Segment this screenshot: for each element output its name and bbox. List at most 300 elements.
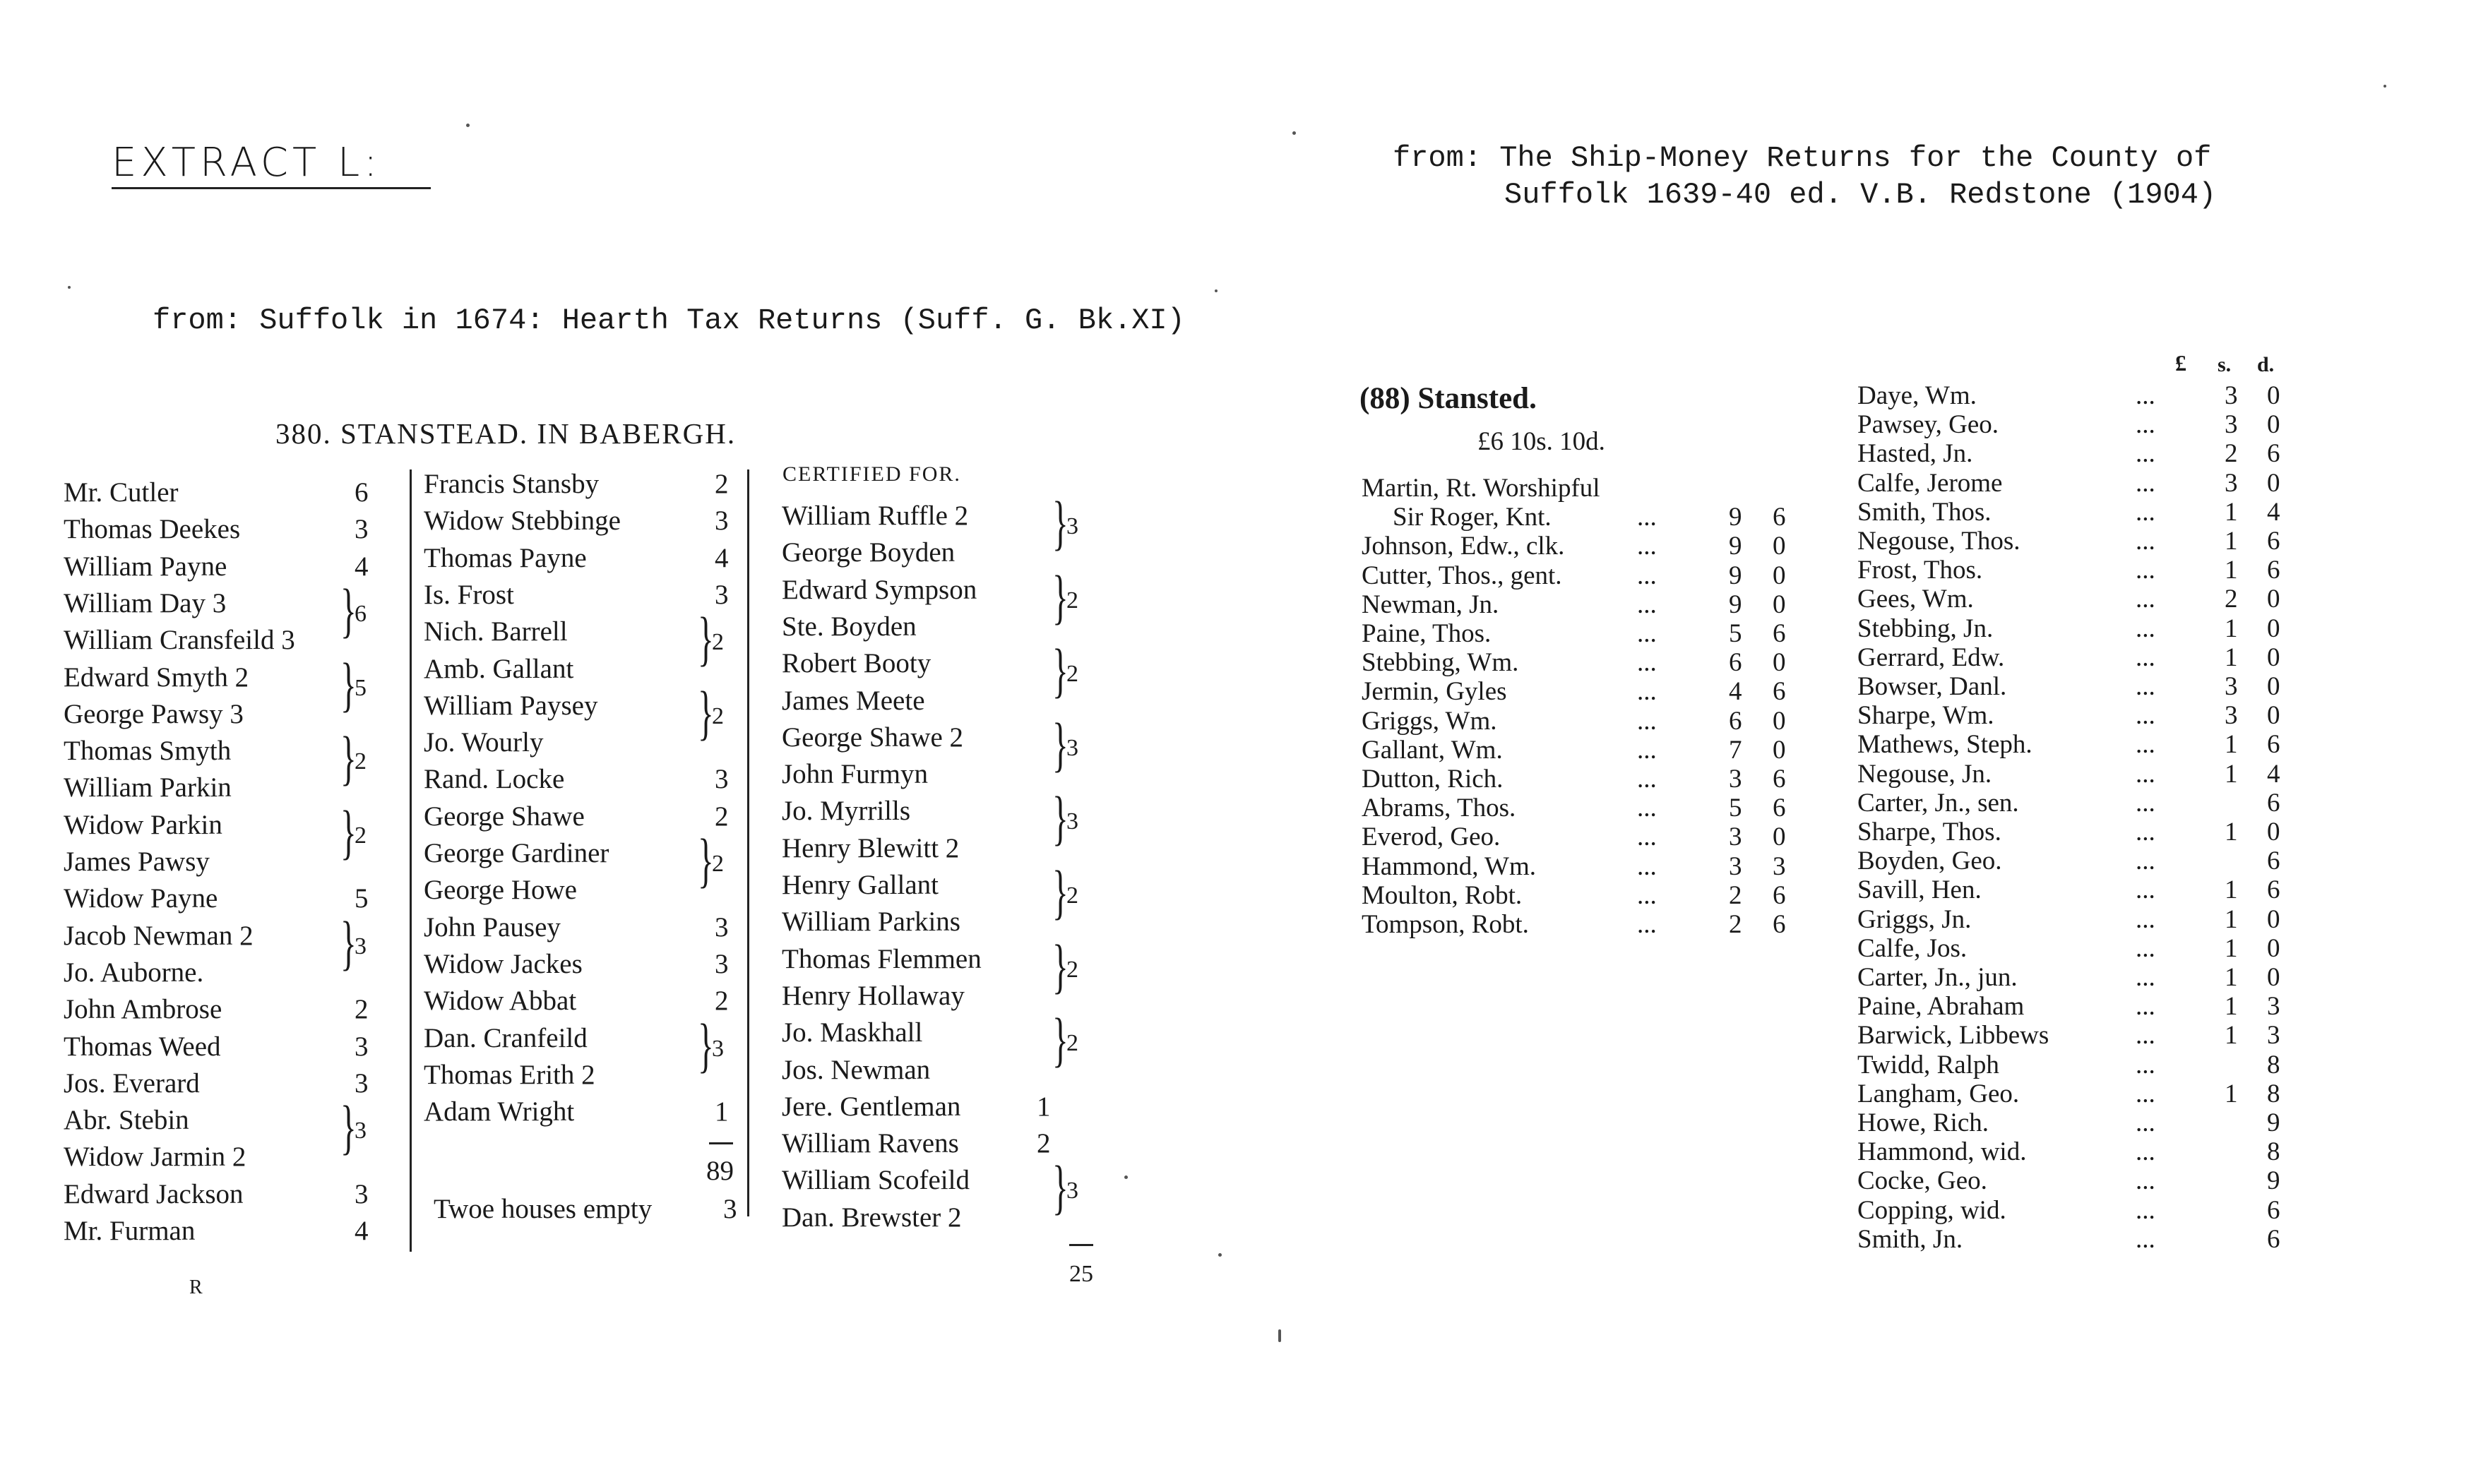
shillings-value: 1 — [2225, 963, 2238, 992]
leader-dots: ... — [2136, 381, 2155, 410]
household-name: George Howe — [424, 875, 577, 905]
shillings-value: 1 — [2225, 760, 2238, 789]
household-name: Thomas Erith 2 — [424, 1060, 595, 1090]
payer-name: Paine, Thos. — [1362, 619, 1492, 648]
hearth-count: 3 — [355, 1031, 369, 1062]
household-name: Widow Parkin — [64, 810, 222, 840]
pence-value: 8 — [2267, 1079, 2280, 1108]
payer-name: Hammond, wid. — [1857, 1137, 2027, 1166]
pence-value: 0 — [1773, 590, 1786, 619]
household-name: John Pausey — [424, 912, 561, 943]
shillings-value: 1 — [2225, 934, 2238, 963]
leader-dots: ... — [2136, 760, 2155, 789]
scan-speck — [1215, 289, 1218, 292]
household-name: William Day 3 — [64, 588, 227, 618]
leader-dots: ... — [2136, 1137, 2155, 1166]
leader-dots: ... — [2136, 439, 2155, 468]
household-name: Thomas Deekes — [64, 514, 241, 544]
hearth-count: 3 — [715, 912, 729, 943]
pence-value: 0 — [2267, 818, 2280, 846]
pence-value: 0 — [2267, 614, 2280, 643]
column-rule-2 — [747, 469, 749, 1216]
pence-value: 0 — [2267, 643, 2280, 672]
leader-dots: ... — [1637, 881, 1657, 910]
pence-value: 0 — [2267, 381, 2280, 410]
empty-houses-label: Twoe houses empty — [434, 1194, 653, 1224]
household-name: Henry Blewitt 2 — [782, 833, 960, 863]
payer-name: Pawsey, Geo. — [1857, 410, 1999, 439]
scan-speck — [1124, 1175, 1128, 1179]
payer-name: Savill, Hen. — [1857, 875, 1982, 904]
household-name: Edward Smyth 2 — [64, 662, 249, 693]
shillings-value: 1 — [2225, 905, 2238, 934]
household-name: Thomas Smyth — [64, 736, 232, 766]
leader-dots: ... — [1637, 822, 1657, 851]
hearth-title: 380. STANSTEAD. IN BABERGH. — [275, 417, 737, 450]
leader-dots: ... — [2136, 672, 2155, 701]
grouping-brace: } — [1052, 1005, 1069, 1073]
household-name: Francis Stansby — [424, 469, 600, 499]
payer-name: Bowser, Danl. — [1857, 672, 2007, 701]
shillings-value: 1 — [2225, 1021, 2238, 1050]
payer-name: Boyden, Geo. — [1857, 846, 2002, 875]
leader-dots: ... — [2136, 789, 2155, 818]
household-name: Edward Sympson — [782, 575, 977, 605]
payer-name: Sir Roger, Knt. — [1393, 503, 1552, 532]
payer-name: Barwick, Libbews — [1857, 1021, 2049, 1050]
pence-value: 0 — [2267, 585, 2280, 614]
hearth-count: 3 — [715, 949, 729, 979]
pence-value: 0 — [2267, 410, 2280, 439]
grouping-brace: } — [698, 826, 714, 894]
household-name: Widow Jarmin 2 — [64, 1142, 246, 1172]
shillings-value: 4 — [1729, 677, 1742, 706]
household-name: Thomas Flemmen — [782, 944, 982, 974]
payer-name: Carter, Jn., sen. — [1857, 789, 2019, 818]
payer-name: Negouse, Jn. — [1857, 760, 1992, 789]
household-name: George Pawsy 3 — [64, 699, 244, 729]
payer-name: Mathews, Steph. — [1857, 730, 2032, 759]
brace-count: 2 — [1066, 587, 1078, 614]
payer-name: Griggs, Jn. — [1857, 905, 1972, 934]
leader-dots: ... — [2136, 1021, 2155, 1050]
household-name: Rand. Locke — [424, 764, 565, 794]
col2-total: 89 — [706, 1156, 734, 1186]
leader-dots: ... — [1637, 852, 1657, 881]
shillings-value: 6 — [1729, 707, 1742, 736]
payer-name: Newman, Jn. — [1362, 590, 1499, 619]
pence-value: 0 — [2267, 469, 2280, 498]
pence-value: 3 — [2267, 992, 2280, 1021]
household-name: Jos. Everard — [64, 1068, 200, 1099]
leader-dots: ... — [1637, 561, 1657, 590]
col3-total-rule — [1069, 1244, 1093, 1246]
pence-value: 9 — [2267, 1166, 2280, 1195]
ship-amount: £6 10s. 10d. — [1477, 427, 1605, 456]
household-name: Widow Payne — [64, 883, 218, 914]
shillings-value: 9 — [1729, 532, 1742, 561]
grouping-brace: } — [1052, 563, 1069, 630]
household-name: Mr. Furman — [64, 1216, 196, 1246]
leader-dots: ... — [2136, 585, 2155, 614]
grouping-brace: } — [698, 678, 714, 746]
shillings-value: 1 — [2225, 498, 2238, 527]
payer-name: Jermin, Gyles — [1362, 677, 1507, 706]
brace-count: 3 — [1066, 735, 1078, 761]
leader-dots: ... — [2136, 556, 2155, 585]
payer-name: Smith, Thos. — [1857, 498, 1992, 527]
payer-name: Carter, Jn., jun. — [1857, 963, 2018, 992]
pence-value: 0 — [2267, 905, 2280, 934]
grouping-brace: } — [340, 1093, 357, 1161]
payer-name: Sharpe, Wm. — [1857, 701, 1994, 730]
pence-value: 0 — [2267, 701, 2280, 730]
household-name: William Paysey — [424, 690, 598, 721]
payer-name: Gallant, Wm. — [1362, 736, 1503, 765]
leader-dots: ... — [2136, 1166, 2155, 1195]
pence-value: 4 — [2267, 498, 2280, 527]
payer-name: Cutter, Thos., gent. — [1362, 561, 1562, 590]
brace-count: 2 — [1066, 957, 1078, 983]
brace-count: 3 — [1066, 808, 1078, 834]
pence-value: 6 — [1773, 619, 1786, 648]
grouping-brace: } — [340, 576, 357, 644]
pence-value: 0 — [1773, 532, 1786, 561]
payer-name: Hammond, Wm. — [1362, 852, 1536, 881]
leader-dots: ... — [1637, 794, 1657, 822]
pence-value: 6 — [2267, 439, 2280, 468]
column-rule-1 — [410, 469, 412, 1252]
payer-name: Gees, Wm. — [1857, 585, 1974, 614]
pence-value: 0 — [2267, 672, 2280, 701]
shillings-value: 1 — [2225, 875, 2238, 904]
payer-name: Copping, wid. — [1857, 1196, 2006, 1225]
household-name: Henry Hollaway — [782, 981, 965, 1011]
household-name: Nich. Barrell — [424, 616, 568, 647]
brace-count: 3 — [712, 1036, 724, 1062]
hearth-count: 2 — [715, 469, 729, 499]
leader-dots: ... — [1637, 503, 1657, 532]
shillings-value: 2 — [1729, 910, 1742, 939]
shillings-value: 3 — [2225, 381, 2238, 410]
leader-dots: ... — [2136, 410, 2155, 439]
empty-houses-count: 3 — [723, 1194, 737, 1224]
leader-dots: ... — [2136, 498, 2155, 527]
grouping-brace: } — [1052, 636, 1069, 704]
grouping-brace: } — [698, 604, 714, 672]
household-name: Henry Gallant — [782, 870, 939, 900]
extract-heading: EXTRACT L: — [112, 140, 382, 186]
shillings-value: 2 — [2225, 585, 2238, 614]
hearth-count: 2 — [715, 801, 729, 832]
pence-value: 6 — [1773, 794, 1786, 822]
household-name: Dan. Brewster 2 — [782, 1202, 962, 1233]
scan-speck — [68, 286, 71, 289]
hearth-count: 5 — [355, 883, 369, 914]
household-name: Jos. Newman — [782, 1055, 931, 1085]
payer-name: Hasted, Jn. — [1857, 439, 1973, 468]
hearth-count: 3 — [715, 505, 729, 536]
pence-value: 6 — [2267, 556, 2280, 585]
leader-dots: ... — [1637, 765, 1657, 794]
leader-dots: ... — [2136, 963, 2155, 992]
leader-dots: ... — [2136, 1108, 2155, 1137]
pence-value: 0 — [1773, 648, 1786, 677]
household-name: Amb. Gallant — [424, 654, 574, 684]
household-name: Jo. Auborne. — [64, 957, 204, 988]
shillings-value: 9 — [1729, 561, 1742, 590]
household-name: William Ruffle 2 — [782, 501, 969, 531]
hearth-count: 1 — [1037, 1091, 1051, 1122]
payer-name: Dutton, Rich. — [1362, 765, 1504, 794]
pence-value: 8 — [2267, 1137, 2280, 1166]
household-name: Jo. Maskhall — [782, 1017, 923, 1048]
payer-name: Smith, Jn. — [1857, 1225, 1963, 1254]
hearth-count: 1 — [715, 1096, 729, 1127]
scan-speck — [1278, 1329, 1281, 1342]
certified-heading: CERTIFIED FOR. — [782, 462, 961, 486]
pence-value: 6 — [1773, 910, 1786, 939]
ship-title: (88) Stansted. — [1359, 382, 1537, 415]
household-name: Mr. Cutler — [64, 477, 179, 508]
payer-name: Negouse, Thos. — [1857, 527, 2020, 556]
household-name: James Pawsy — [64, 846, 210, 877]
shillings-value: 3 — [2225, 410, 2238, 439]
shillings-value: 3 — [1729, 765, 1742, 794]
brace-count: 3 — [355, 933, 367, 959]
household-name: George Boyden — [782, 537, 956, 568]
header-pounds: £ — [2175, 350, 2186, 376]
brace-count: 2 — [1066, 882, 1078, 909]
shillings-value: 6 — [1729, 648, 1742, 677]
household-name: William Ravens — [782, 1128, 959, 1159]
payer-name: Calfe, Jos. — [1857, 934, 1968, 963]
hearth-count: 3 — [355, 1068, 369, 1099]
shillings-value: 5 — [1729, 794, 1742, 822]
pence-value: 6 — [1773, 765, 1786, 794]
pence-value: 6 — [1773, 503, 1786, 532]
household-name: Edward Jackson — [64, 1179, 244, 1209]
header-pence: d. — [2257, 353, 2275, 376]
hearth-count: 3 — [355, 514, 369, 544]
pence-value: 6 — [2267, 1196, 2280, 1225]
pence-value: 6 — [2267, 730, 2280, 759]
hearth-count: 4 — [355, 551, 369, 582]
hearth-count: 2 — [715, 986, 729, 1016]
payer-name: Stebbing, Wm. — [1362, 648, 1519, 677]
hearth-count: 2 — [355, 994, 369, 1024]
grouping-brace: } — [1052, 1153, 1069, 1221]
leader-dots: ... — [2136, 905, 2155, 934]
grouping-brace: } — [698, 1011, 714, 1079]
brace-count: 3 — [1066, 1178, 1078, 1204]
payer-name: Gerrard, Edw. — [1857, 643, 2005, 672]
shillings-value: 3 — [1729, 852, 1742, 881]
household-name: William Payne — [64, 551, 227, 582]
payer-name: Abrams, Thos. — [1362, 794, 1516, 822]
household-name: Is. Frost — [424, 580, 514, 610]
grouping-brace: } — [1052, 932, 1069, 1000]
shillings-value: 3 — [2225, 672, 2238, 701]
pence-value: 6 — [2267, 1225, 2280, 1254]
brace-count: 2 — [355, 822, 367, 849]
household-name: George Shawe 2 — [782, 722, 964, 753]
scan-speck — [466, 124, 470, 127]
payer-name: Frost, Thos. — [1857, 556, 1983, 585]
shillings-value: 1 — [2225, 643, 2238, 672]
leader-dots: ... — [1637, 707, 1657, 736]
household-name: Jo. Myrrills — [782, 796, 911, 826]
household-name: Adam Wright — [424, 1096, 575, 1127]
pence-value: 6 — [1773, 881, 1786, 910]
leader-dots: ... — [1637, 532, 1657, 561]
shillings-value: 1 — [2225, 614, 2238, 643]
leader-dots: ... — [2136, 469, 2155, 498]
pence-value: 4 — [2267, 760, 2280, 789]
household-name: Thomas Weed — [64, 1031, 221, 1062]
household-name: Jere. Gentleman — [782, 1091, 961, 1122]
pence-value: 8 — [2267, 1051, 2280, 1079]
shillings-value: 1 — [2225, 1079, 2238, 1108]
payer-name: Johnson, Edw., clk. — [1362, 532, 1565, 561]
brace-count: 6 — [355, 601, 367, 627]
brace-count: 3 — [355, 1118, 367, 1144]
grouping-brace: } — [1052, 710, 1069, 778]
payer-name: Calfe, Jerome — [1857, 469, 2003, 498]
shillings-value: 1 — [2225, 818, 2238, 846]
payer-name: Langham, Geo. — [1857, 1079, 2020, 1108]
pence-value: 0 — [1773, 561, 1786, 590]
ship-source-line2: Suffolk 1639-40 ed. V.B. Redstone (1904) — [1504, 178, 2217, 212]
household-name: Thomas Payne — [424, 543, 587, 573]
shillings-value: 3 — [1729, 822, 1742, 851]
hearth-count: 3 — [715, 764, 729, 794]
household-name: Jacob Newman 2 — [64, 921, 254, 951]
leader-dots: ... — [2136, 643, 2155, 672]
brace-count: 2 — [1066, 1030, 1078, 1056]
household-name: George Gardiner — [424, 838, 609, 868]
household-name: John Ambrose — [64, 994, 222, 1024]
payer-name: Moulton, Robt. — [1362, 881, 1523, 910]
household-name: John Furmyn — [782, 759, 928, 789]
grouping-brace: } — [1052, 858, 1069, 926]
household-name: William Cransfeild 3 — [64, 625, 295, 655]
grouping-brace: } — [340, 724, 357, 791]
brace-count: 2 — [1066, 661, 1078, 687]
extract-underline — [112, 187, 431, 189]
brace-count: 2 — [712, 851, 724, 877]
household-name: Widow Stebbinge — [424, 505, 621, 536]
shillings-value: 7 — [1729, 736, 1742, 765]
payer-name: Daye, Wm. — [1857, 381, 1977, 410]
household-name: Robert Booty — [782, 648, 932, 678]
col3-total: 25 — [1069, 1261, 1093, 1287]
payer-name: Stebbing, Jn. — [1857, 614, 1994, 643]
pence-value: 3 — [1773, 852, 1786, 881]
leader-dots: ... — [2136, 614, 2155, 643]
household-name: William Parkins — [782, 906, 960, 937]
brace-count: 2 — [355, 748, 367, 774]
payer-name: Tompson, Robt. — [1362, 910, 1529, 939]
hearth-count: 3 — [355, 1179, 369, 1209]
leader-dots: ... — [2136, 934, 2155, 963]
household-name: Widow Jackes — [424, 949, 583, 979]
hearth-source: from: Suffolk in 1674: Hearth Tax Returns (Suff. G. Bk.XI) — [153, 304, 1185, 337]
brace-count: 2 — [712, 703, 724, 729]
leader-dots: ... — [2136, 1051, 2155, 1079]
grouping-brace: } — [340, 798, 357, 866]
payer-name: Martin, Rt. Worshipful — [1362, 474, 1600, 503]
pence-value: 6 — [2267, 527, 2280, 556]
payer-name: Paine, Abraham — [1857, 992, 2025, 1021]
pence-value: 0 — [1773, 736, 1786, 765]
shillings-value: 9 — [1729, 503, 1742, 532]
leader-dots: ... — [2136, 1225, 2155, 1254]
scan-speck — [1218, 1253, 1222, 1257]
household-name: Dan. Cranfeild — [424, 1023, 588, 1053]
hearth-count: 2 — [1037, 1128, 1051, 1159]
leader-dots: ... — [2136, 818, 2155, 846]
leader-dots: ... — [1637, 648, 1657, 677]
leader-dots: ... — [1637, 736, 1657, 765]
page-mark: R — [189, 1276, 203, 1298]
pence-value: 0 — [1773, 707, 1786, 736]
hearth-count: 6 — [355, 477, 369, 508]
grouping-brace: } — [1052, 489, 1069, 556]
header-shillings: s. — [2218, 353, 2232, 376]
household-name: Abr. Stebin — [64, 1105, 189, 1135]
grouping-brace: } — [1052, 784, 1069, 851]
shillings-value: 1 — [2225, 556, 2238, 585]
scan-speck — [2383, 85, 2386, 88]
pence-value: 6 — [2267, 875, 2280, 904]
pence-value: 9 — [2267, 1108, 2280, 1137]
pence-value: 3 — [2267, 1021, 2280, 1050]
leader-dots: ... — [1637, 677, 1657, 706]
shillings-value: 1 — [2225, 527, 2238, 556]
pence-value: 6 — [1773, 677, 1786, 706]
household-name: George Shawe — [424, 801, 585, 832]
ship-source-line1: from: The Ship-Money Returns for the County of — [1393, 141, 2212, 175]
shillings-value: 3 — [2225, 469, 2238, 498]
hearth-count: 3 — [715, 580, 729, 610]
leader-dots: ... — [2136, 730, 2155, 759]
household-name: William Scofeild — [782, 1165, 970, 1195]
leader-dots: ... — [2136, 992, 2155, 1021]
grouping-brace: } — [340, 650, 357, 718]
shillings-value: 2 — [1729, 881, 1742, 910]
col2-total-rule — [709, 1142, 733, 1144]
leader-dots: ... — [1637, 910, 1657, 939]
payer-name: Everod, Geo. — [1362, 822, 1501, 851]
brace-count: 5 — [355, 675, 367, 701]
hearth-count: 4 — [355, 1216, 369, 1246]
payer-name: Twidd, Ralph — [1857, 1051, 1999, 1079]
leader-dots: ... — [1637, 590, 1657, 619]
leader-dots: ... — [2136, 527, 2155, 556]
pence-value: 0 — [2267, 963, 2280, 992]
payer-name: Griggs, Wm. — [1362, 707, 1497, 736]
household-name: William Parkin — [64, 772, 232, 803]
pence-value: 0 — [2267, 934, 2280, 963]
shillings-value: 1 — [2225, 992, 2238, 1021]
shillings-value: 3 — [2225, 701, 2238, 730]
household-name: Widow Abbat — [424, 986, 577, 1016]
pence-value: 6 — [2267, 789, 2280, 818]
household-name: Jo. Wourly — [424, 727, 544, 758]
leader-dots: ... — [2136, 1196, 2155, 1225]
grouping-brace: } — [340, 909, 357, 976]
